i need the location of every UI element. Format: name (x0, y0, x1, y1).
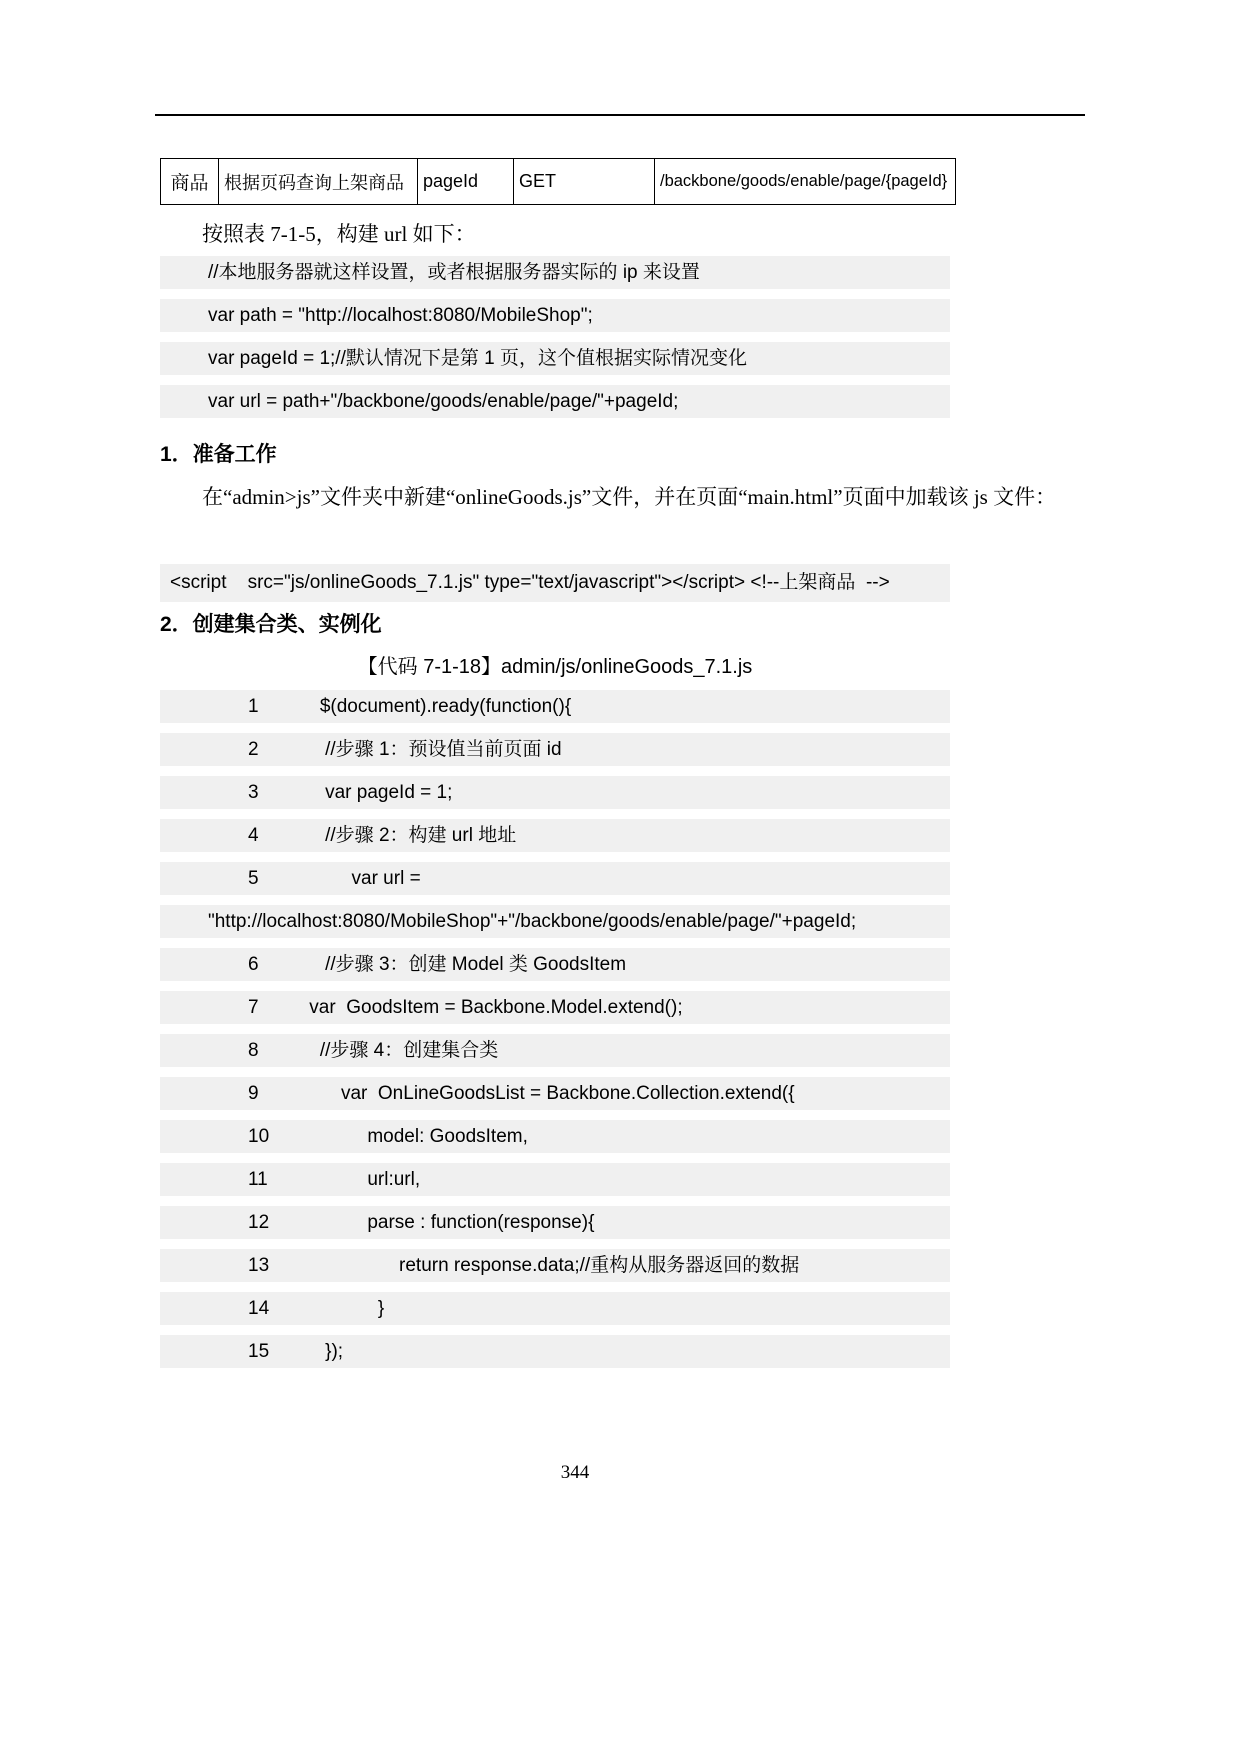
code-text: }); (304, 1341, 344, 1362)
url-code-block (160, 256, 950, 428)
code-text: $(document).ready(function(){ (304, 696, 572, 717)
code-text: model: GoodsItem, (304, 1126, 528, 1147)
line-number: 5 (248, 868, 259, 889)
code-line (160, 1034, 950, 1067)
code-line (160, 1206, 950, 1239)
code-text: var url = (304, 868, 421, 889)
line-number: 7 (248, 997, 259, 1018)
table-cell-url: /backbone/goods/enable/page/{pageId} (655, 159, 956, 205)
code-text: //步骤 4：创建集合类 (304, 1040, 499, 1061)
table-cell-category: 商品 (161, 159, 219, 205)
table-cell-param: pageId (418, 159, 514, 205)
code-text: //步骤 1：预设值当前页面 id (304, 739, 562, 760)
intro-text: 按照表 7-1-5，构建 url 如下： (202, 222, 476, 246)
line-number: 1 (248, 696, 259, 717)
code-line (160, 1077, 950, 1110)
code-line (160, 948, 950, 981)
header-rule (155, 114, 1085, 116)
code-line-continuation (160, 905, 950, 938)
table-row (161, 159, 956, 205)
api-endpoint-table (160, 158, 956, 205)
line-number: 8 (248, 1040, 259, 1061)
line-number: 4 (248, 825, 259, 846)
code-text: //步骤 2：构建 url 地址 (304, 825, 517, 846)
code-line (160, 1120, 950, 1153)
code-line: var pageId = 1;//默认情况下是第 1 页，这个值根据实际情况变化 (160, 342, 950, 375)
code-line (160, 1163, 950, 1196)
code-text: var pageId = 1; (304, 782, 453, 803)
code-line (160, 733, 950, 766)
code-line (160, 1335, 950, 1368)
code-text: parse : function(response){ (304, 1212, 595, 1233)
line-number: 12 (248, 1212, 270, 1233)
section-heading-1: 1．准备工作 (160, 443, 277, 466)
table-cell-method: GET (514, 159, 655, 205)
line-number: 14 (248, 1298, 270, 1319)
code-text: } (304, 1298, 385, 1319)
code-line (160, 690, 950, 723)
code-text: url:url, (304, 1169, 421, 1190)
code-line (160, 862, 950, 895)
code-listing-caption: 【代码 7-1-18】admin/js/onlineGoods_7.1.js (357, 656, 753, 678)
page-number: 344 (560, 1462, 590, 1483)
line-number: 6 (248, 954, 259, 975)
code-line: //本地服务器就这样设置，或者根据服务器实际的 ip 来设置 (160, 256, 950, 289)
code-text: var OnLineGoodsList = Backbone.Collection.extend({ (304, 1083, 795, 1104)
code-listing (160, 690, 950, 1378)
code-line: var url = path+"/backbone/goods/enable/page/"+pageId; (160, 385, 950, 418)
code-line (160, 1249, 950, 1282)
section-heading-2: 2．创建集合类、实例化 (160, 613, 382, 636)
code-line (160, 819, 950, 852)
code-line: var path = "http://localhost:8080/MobileShop"; (160, 299, 950, 332)
line-number: 13 (248, 1255, 270, 1276)
code-text: "http://localhost:8080/MobileShop"+"/backbone/goods/enable/page/"+pageId; (208, 911, 857, 932)
code-line (160, 776, 950, 809)
code-text: //步骤 3：创建 Model 类 GoodsItem (304, 954, 627, 975)
line-number: 2 (248, 739, 259, 760)
line-number: 11 (248, 1169, 268, 1190)
line-number: 9 (248, 1083, 259, 1104)
line-number: 10 (248, 1126, 270, 1147)
script-include-code: <script src="js/onlineGoods_7.1.js" type="text/javascript"></script> <!--上架商品 --> (160, 564, 950, 602)
code-text: return response.data;//重构从服务器返回的数据 (304, 1255, 800, 1276)
line-number: 15 (248, 1341, 270, 1362)
section-1-paragraph: 在“admin>js”文件夹中新建“onlineGoods.js”文件，并在页面“main.html”页面中加载该 js 文件： (202, 485, 1057, 509)
code-line (160, 991, 950, 1024)
table-cell-description: 根据页码查询上架商品 (219, 159, 418, 205)
line-number: 3 (248, 782, 259, 803)
code-line (160, 1292, 950, 1325)
code-text: var GoodsItem = Backbone.Model.extend(); (304, 997, 683, 1018)
